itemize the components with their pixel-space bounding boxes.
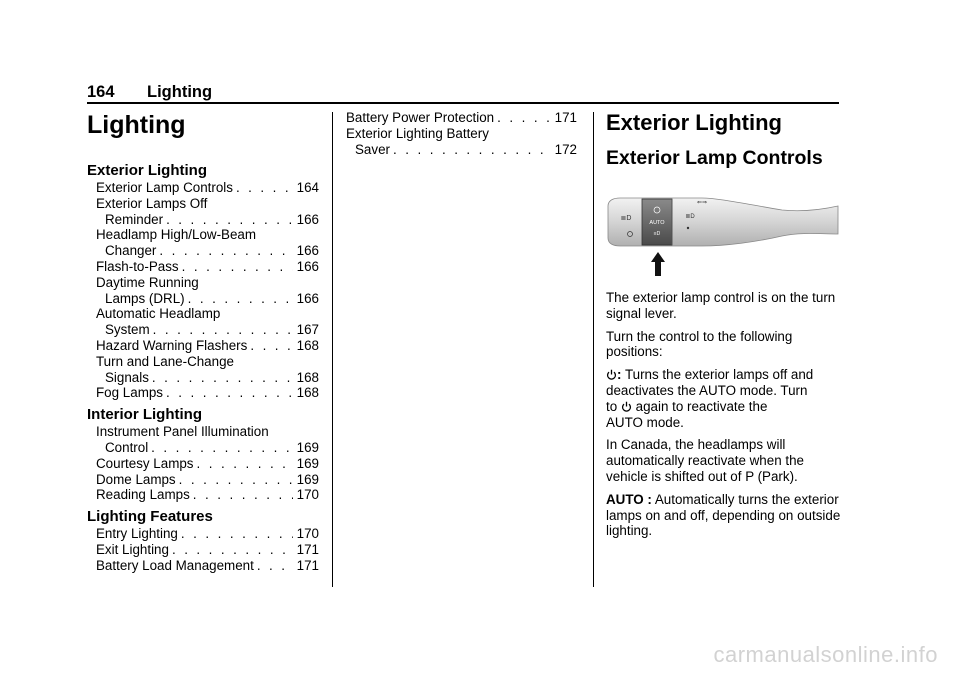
toc-entry-title: Exterior Lamp Controls [96,180,233,195]
toc-page-number: 169 [296,455,319,471]
toc-entry-title: Headlamp High/Low-Beam [96,227,257,243]
toc-entry-title: Flash-to-Pass [96,258,179,274]
toc-entry-title: Daytime Running [96,274,199,290]
toc-entry[interactable] [96,385,319,401]
content-column [606,110,841,170]
toc-entry[interactable] [355,142,577,158]
toc-entry-title: Reminder [105,211,164,227]
toc-entry[interactable] [96,456,319,472]
off-to-text: to [606,398,618,414]
intro-paragraph: The exterior lamp control is on the turn signal lever. [606,290,836,321]
toc-page-number: 166 [296,258,319,274]
toc-leader-dots [151,440,292,456]
toc-entry-title: Turn and Lane-Change [96,353,234,369]
toc-entry-title: Exit Lighting [96,541,169,557]
toc-entry-title: Saver [355,141,390,157]
auto-switch-label: AUTO [649,220,665,226]
page-number: 164 [87,83,115,101]
toc-page-number: 172 [554,141,577,157]
off-again-text: again to reactivate the [635,398,768,414]
toc-page-number: 168 [296,369,319,385]
toc-leader-dots [193,487,293,503]
power-off-icon [621,401,632,412]
off-description-end: AUTO mode. [606,414,684,430]
svg-text:≣D: ≣D [685,214,695,220]
off-description: Turns the exterior lamps off and deactivates the AUTO mode. Turn [606,367,814,398]
toc-entry-title: Lamps (DRL) [105,290,185,306]
auto-label: AUTO : [606,491,652,507]
toc-page-number: 167 [296,322,319,338]
section-title: Exterior Lighting [606,110,782,135]
toc-leader-dots [152,370,293,386]
toc-entry[interactable] [96,487,319,503]
toc-entry-title: Exterior Lamps Off [96,195,208,211]
toc-entry-title: Control [105,439,149,455]
toc-leader-dots [181,526,293,542]
toc-entry-title: Hazard Warning Flashers [96,337,248,353]
toc-entry-title: Automatic Headlamp [96,306,221,322]
toc-entry[interactable] [105,243,319,259]
watermark: carmanualsonline.info [713,642,938,667]
toc-entry[interactable] [96,338,319,354]
toc-entry-title: Entry Lighting [96,526,178,542]
toc-leader-dots [179,472,293,488]
off-position-paragraph [606,367,841,399]
toc-section-heading: Lighting Features [87,508,213,526]
content-body [606,290,841,546]
column-divider-left [332,112,333,587]
toc-page-number: 168 [296,385,319,401]
toc-entry-title: Battery Load Management [96,557,254,573]
toc-page-number: 170 [296,487,319,503]
toc-leader-dots [250,338,292,354]
svg-text:≡D: ≡D [653,231,661,237]
canada-paragraph: In Canada, the headlamps will automatically reactivate when the vehicle is shifted out of P (Park). [606,437,804,484]
toc-leader-dots [159,243,292,259]
toc-page-number: 171 [296,541,319,557]
header-section: Lighting [147,83,213,101]
toc-section-heading: Exterior Lighting [87,162,207,179]
toc-leader-dots [197,456,293,472]
toc-page-number: 171 [554,110,577,125]
toc-page-number: 168 [296,337,319,353]
column-divider-right [593,112,594,587]
toc-leader-dots [497,110,551,126]
toc-leader-dots [172,542,293,558]
toc-entry[interactable] [105,440,319,456]
toc-section-heading: Interior Lighting [87,406,202,424]
toc-page-number: 169 [296,471,319,487]
toc-entry-title: Fog Lamps [96,385,163,401]
toc-entry[interactable] [105,370,319,386]
toc-left-column [87,110,319,574]
off-description-continued [606,399,841,415]
toc-entry[interactable] [96,259,319,275]
toc-leader-dots [166,212,293,228]
toc-page-number: 170 [296,526,319,542]
toc-entry[interactable] [346,110,577,126]
toc-entry[interactable] [96,472,319,488]
toc-page-number: 164 [296,180,319,195]
auto-description: Automatically turns the exterior lamps on and off, depending on outside lighting. [606,491,841,539]
toc-entry[interactable] [96,180,319,196]
toc-page-number: 171 [296,557,319,573]
toc-entry-title: Signals [105,369,149,385]
page-title: Lighting [87,111,186,139]
toc-entry[interactable] [96,542,319,558]
power-off-icon [606,369,617,380]
toc-entry-title: Battery Power Protection [346,110,495,125]
svg-text:≣D: ≣D [620,215,632,222]
svg-text:⇐⇒: ⇐⇒ [696,200,708,206]
toc-leader-dots [393,142,551,158]
toc-entry[interactable] [105,322,319,338]
toc-entry-title: Changer [105,243,157,259]
toc-page-number: 169 [296,439,319,455]
toc-entry-title: Courtesy Lamps [96,455,194,471]
toc-leader-dots [236,180,293,196]
toc-leader-dots [257,558,293,574]
toc-leader-dots [166,385,293,401]
toc-middle-entries [346,110,577,157]
auto-paragraph [606,492,841,539]
toc-leader-dots [153,322,293,338]
toc-leader-dots [182,259,293,275]
toc-entry-title: Exterior Lighting Battery [346,125,489,141]
page-header [87,83,212,102]
subsection-title: Exterior Lamp Controls [606,147,823,169]
toc-page-number: 166 [296,211,319,227]
toc-entry[interactable] [96,526,319,542]
toc-page-number: 166 [296,243,319,259]
toc-sections [87,162,319,574]
toc-entry-title: System [105,322,150,338]
toc-entry-title: Reading Lamps [96,487,190,503]
positions-paragraph: Turn the control to the following positions: [606,328,793,360]
turn-signal-lever-illustration [606,190,839,280]
toc-entry-title: Instrument Panel Illumination [96,424,269,440]
toc-entry[interactable] [105,212,319,228]
off-colon: : [617,367,622,383]
toc-page-number: 166 [296,290,319,306]
toc-leader-dots [188,291,293,307]
header-rule [87,102,839,104]
toc-entry[interactable] [105,291,319,307]
toc-entry-title: Dome Lamps [96,471,176,487]
toc-entry[interactable] [96,558,319,574]
toc-middle-column [346,110,577,157]
